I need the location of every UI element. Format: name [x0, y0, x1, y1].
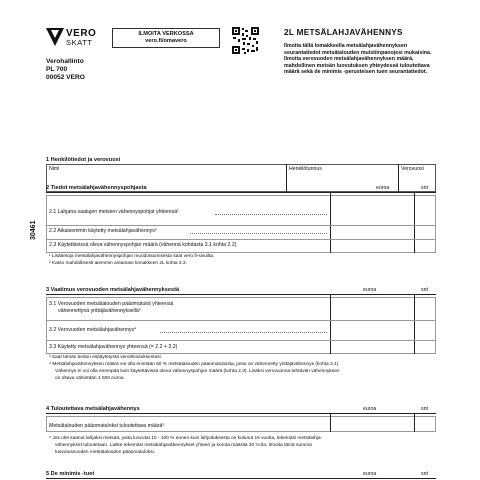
footnote-5-line3: luovutusvuoden metsätalouden pääomatuloksi.	[55, 450, 156, 455]
recipient-address	[46, 58, 85, 82]
row-3-2-cents-field[interactable]	[415, 321, 435, 339]
row-3-2-euros-field[interactable]	[331, 321, 413, 339]
euros-header: euroa	[363, 471, 377, 477]
cents-header: snt	[421, 471, 428, 477]
footnote-1: ¹ Lisätietoja metsälahjavähennyspohjan muodostumisesta saat vero.fi-sivuilta.	[49, 254, 215, 259]
row-2-2-label: 2.2 Aikaisemmin käytetty metsälahjavähennys²	[49, 228, 157, 234]
online-filing-url: vero.fi/omavero	[145, 38, 187, 44]
row-3-3-cents-field[interactable]	[415, 341, 435, 353]
row-3-1-cents-field[interactable]	[415, 298, 435, 319]
row-3-1-label-line1: 3.1 Verovuoden metsätalouden pääomatulot yhteensä	[49, 301, 174, 307]
section-1-title: 1 Henkilötiedot ja verovuosi	[46, 157, 121, 163]
address-line: 00052 VERO	[46, 74, 85, 81]
tax-year-field[interactable]	[400, 173, 434, 190]
logo-vero-text: VERO	[66, 28, 97, 39]
footnote-5-line2: vähennykset tuloutetaan. Laske tekemäsi metsälahjavähennykset yhteen ja korota määrää 20 %:lla. Ilmoita tämä summa	[55, 443, 312, 448]
section-2-title: 2 Tiedot metsälahjavähennyspohjasta	[46, 185, 147, 191]
footnote-2: ² Katso mahdollisesti aiemmin antamasi lomakkeen 2L kohta 3.3.	[49, 261, 187, 266]
row-2-2-cents-field[interactable]	[415, 226, 435, 238]
dotted-leader	[215, 214, 327, 215]
section-5-title: 5 De minimis -tuet	[46, 471, 95, 477]
euros-header: euroa	[376, 185, 390, 191]
row-2-3-cents-field[interactable]	[415, 240, 435, 252]
euros-header: euroa	[363, 406, 377, 412]
online-filing-box	[112, 28, 220, 48]
row-2-3-euros-field[interactable]	[331, 240, 413, 252]
form-title: 2L METSÄLAHJAVÄHENNYS	[284, 28, 403, 37]
row-2-1-cents-field[interactable]	[415, 196, 435, 224]
cents-header: snt	[421, 406, 428, 412]
dotted-leader	[190, 233, 327, 234]
form-description: Ilmoita tällä lomakkeella metsälahjavähennyksen seurantatiedot metsätalouden muistiinpanojesi mukaisina. Ilmoita verovuoden metsälahjavähennyksen määrä, mahdollinen metsän luovutuksen yhteydessä tuloutettava määrä sekä de minimis -perusteisen tuen seurantatiedot.	[284, 43, 432, 75]
section-rule	[46, 478, 436, 479]
form-code: 30461	[30, 220, 37, 240]
section-4-title: 4 Tuloutettava metsälahjavähennys	[46, 406, 140, 412]
footnote-4-line3: on oltava vähintään 1 500 euroa.	[55, 376, 125, 381]
divider	[398, 164, 399, 192]
cents-header: snt	[421, 185, 428, 191]
row-4-label: Metsätalouden pääomatuloksi tuloutettava määrä⁵	[49, 423, 165, 429]
cents-header: snt	[421, 287, 428, 293]
row-3-2-label: 3.2 Verovuoden metsälahjavähennys⁴	[49, 327, 137, 333]
qr-code-icon	[232, 27, 259, 54]
footnote-3: ³ Saat tämän tiedon esitäytetystä veroilmoituksestasi.	[49, 355, 163, 360]
name-label: Nimi	[49, 166, 60, 172]
section-rule	[46, 192, 436, 193]
address-line: Verohallinto	[46, 58, 84, 65]
row-4-euros-field[interactable]	[331, 417, 413, 431]
personal-id-label: Henkilötunnus	[289, 166, 322, 172]
footnote-4-line2: Vähennys ei voi olla enempää kuin käytettävissä oleva vähennyspohjan määrä (kohta 2.3). Lisäksi verovuonna tehtävän vähennyksen	[55, 369, 340, 374]
row-4-cents-field[interactable]	[415, 417, 435, 431]
footnote-5-line1: ⁵ Jos olet saanut lahjaksi metsää, josta luovutat 10 - 100 % ennen kuin lahjoituksesta on kulunut 15 vuotta, tekemäsi metsälahja-	[49, 436, 323, 441]
row-3-3-euros-field[interactable]	[331, 341, 413, 353]
section-rule	[46, 294, 436, 295]
vero-logo-icon	[46, 28, 64, 46]
row-2-1-euros-field[interactable]	[331, 196, 413, 224]
euros-header: euroa	[363, 287, 377, 293]
row-3-1-label-line2: vähennettynä yrittäjävähennyksellä³	[58, 308, 141, 314]
row-3-3-label: 3.3 Käytetty metsälahjavähennys yhteensä (= 2.2 + 3.2)	[49, 344, 178, 350]
row-2-2-euros-field[interactable]	[331, 226, 413, 238]
row-3-1-euros-field[interactable]	[331, 298, 413, 319]
section-3-title: 3 Vaatimus verovuoden metsälahjavähennyksestä	[46, 287, 180, 293]
row-2-1-label: 2.1 Lahjana saatujen metsien vähennyspohjat yhteensä¹	[49, 209, 179, 215]
section-rule	[46, 413, 436, 414]
tax-year-label: Verovuosi	[401, 166, 424, 172]
online-filing-title: ILMOITA VERKOSSA	[138, 31, 194, 37]
vero-logo	[46, 28, 104, 50]
address-line: PL 700	[46, 66, 68, 73]
dotted-leader	[160, 332, 327, 333]
logo-skatt-text: SKATT	[66, 38, 93, 47]
footnote-4-line1: ⁴ Metsälahjavähennyksen määrä voi olla enintään 60 % metsätalouden pääomatuloista, josta on vähennetty yrittäjävähennys (kohta 3.1).	[49, 362, 340, 367]
row-2-3-label: 2.3 Käytettävissä oleva vähennyspohjan määrä (vähennä kohdasta 2.1 kohta 2.2)	[49, 242, 237, 248]
divider	[286, 164, 287, 192]
